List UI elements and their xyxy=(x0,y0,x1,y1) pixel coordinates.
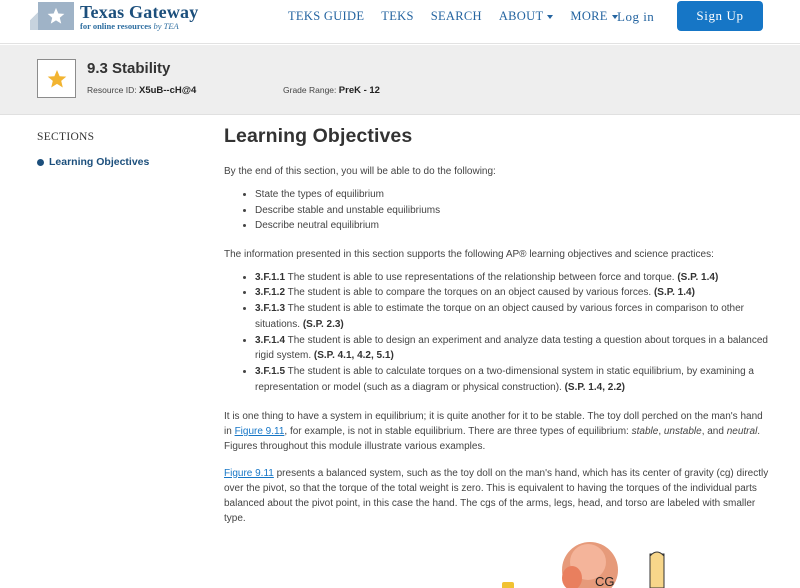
body-paragraph: Figure 9.11 presents a balanced system, such as the toy doll on the man's hand, which has its center of gravity (cg) directly over the pivot, so that the torque of the total weight is zero. This is equivalent to having the torques of the individual parts balanced about the pivot point, in this case the hand. The cgs of the arms, legs, head, and torso are labeled with smaller type. xyxy=(224,467,769,524)
list-item: • State the types of equilibrium xyxy=(255,187,769,203)
list-item: • Describe neutral equilibrium xyxy=(255,218,769,234)
list-item: • 3.F.1.5 The student is able to calculate torques on a two-dimensional system in static equilibrium, by examining a representation or model (such as a diagram or physical construction). (S.P. 1.4, 2.2) xyxy=(255,364,769,396)
list-item: • 3.F.1.2 The student is able to compare the torques on an object caused by various forces. (S.P. 1.4) xyxy=(255,285,769,301)
nav-teks[interactable]: TEKS xyxy=(381,9,414,23)
favorite-button[interactable] xyxy=(37,59,76,98)
texas-gateway-logo[interactable] xyxy=(38,2,198,31)
resource-id: Resource ID: X5uB--cH@4 xyxy=(87,85,197,96)
main-content xyxy=(224,125,769,526)
nav-teks-guide[interactable]: TEKS GUIDE xyxy=(288,9,365,23)
bullet-dot-icon xyxy=(37,159,44,166)
list-item: • 3.F.1.1 The student is able to use representations of the relationship between force and torque. (S.P. 1.4) xyxy=(255,270,769,286)
star-badge-icon xyxy=(38,2,74,30)
nav-search[interactable]: SEARCH xyxy=(430,9,482,23)
logo-title: Texas Gateway xyxy=(80,2,199,22)
signup-button[interactable]: Sign Up xyxy=(677,1,763,31)
objectives-list xyxy=(255,187,769,234)
page-title: Learning Objectives xyxy=(224,125,413,147)
nav-about[interactable]: ABOUT xyxy=(499,9,554,24)
main-nav xyxy=(288,9,635,24)
login-link[interactable]: Log in xyxy=(617,9,655,24)
figure-illustration xyxy=(480,540,680,588)
sidebar-item-learning-objectives[interactable] xyxy=(37,156,149,168)
nav-more[interactable]: MORE xyxy=(570,9,617,24)
star-icon xyxy=(47,69,67,89)
intro-text: By the end of this section, you will be able to do the following: xyxy=(224,166,496,177)
ap-intro-text: The information presented in this section supports the following AP® learning objectives and science practices: xyxy=(224,248,714,260)
grade-range: Grade Range: PreK - 12 xyxy=(283,85,380,96)
body-paragraph: It is one thing to have a system in equilibrium; it is quite another for it to be stable. The toy doll perched on the man's hand in Figure 9.11, for example, is not in stable equilibrium. There are three types of equilibrium: stable, unstable, and neutral. Figures throughout this module illustrate various examples. xyxy=(224,410,763,452)
chevron-down-icon xyxy=(547,15,553,19)
cg-label: CG xyxy=(595,574,615,588)
resource-bar xyxy=(0,45,800,115)
figure-link[interactable]: Figure 9.11 xyxy=(224,467,274,479)
list-item: • Describe stable and unstable equilibriums xyxy=(255,203,769,219)
logo-subtitle: for online resources by TEA xyxy=(80,21,179,31)
top-header xyxy=(0,0,800,44)
sections-heading: SECTIONS xyxy=(37,131,95,143)
sidebar-item-label: Learning Objectives xyxy=(49,156,150,168)
ap-objectives-list xyxy=(255,270,769,396)
resource-title: 9.3 Stability xyxy=(87,60,171,77)
figure-link[interactable]: Figure 9.11 xyxy=(234,425,285,437)
list-item: • 3.F.1.3 The student is able to estimate the torque on an object caused by various forces in comparison to other situations. (S.P. 2.3) xyxy=(255,301,769,333)
list-item: • 3.F.1.4 The student is able to design an experiment and analyze data testing a question about torques in a balanced rigid system. (S.P. 4.1, 4.2, 5.1) xyxy=(255,333,769,365)
